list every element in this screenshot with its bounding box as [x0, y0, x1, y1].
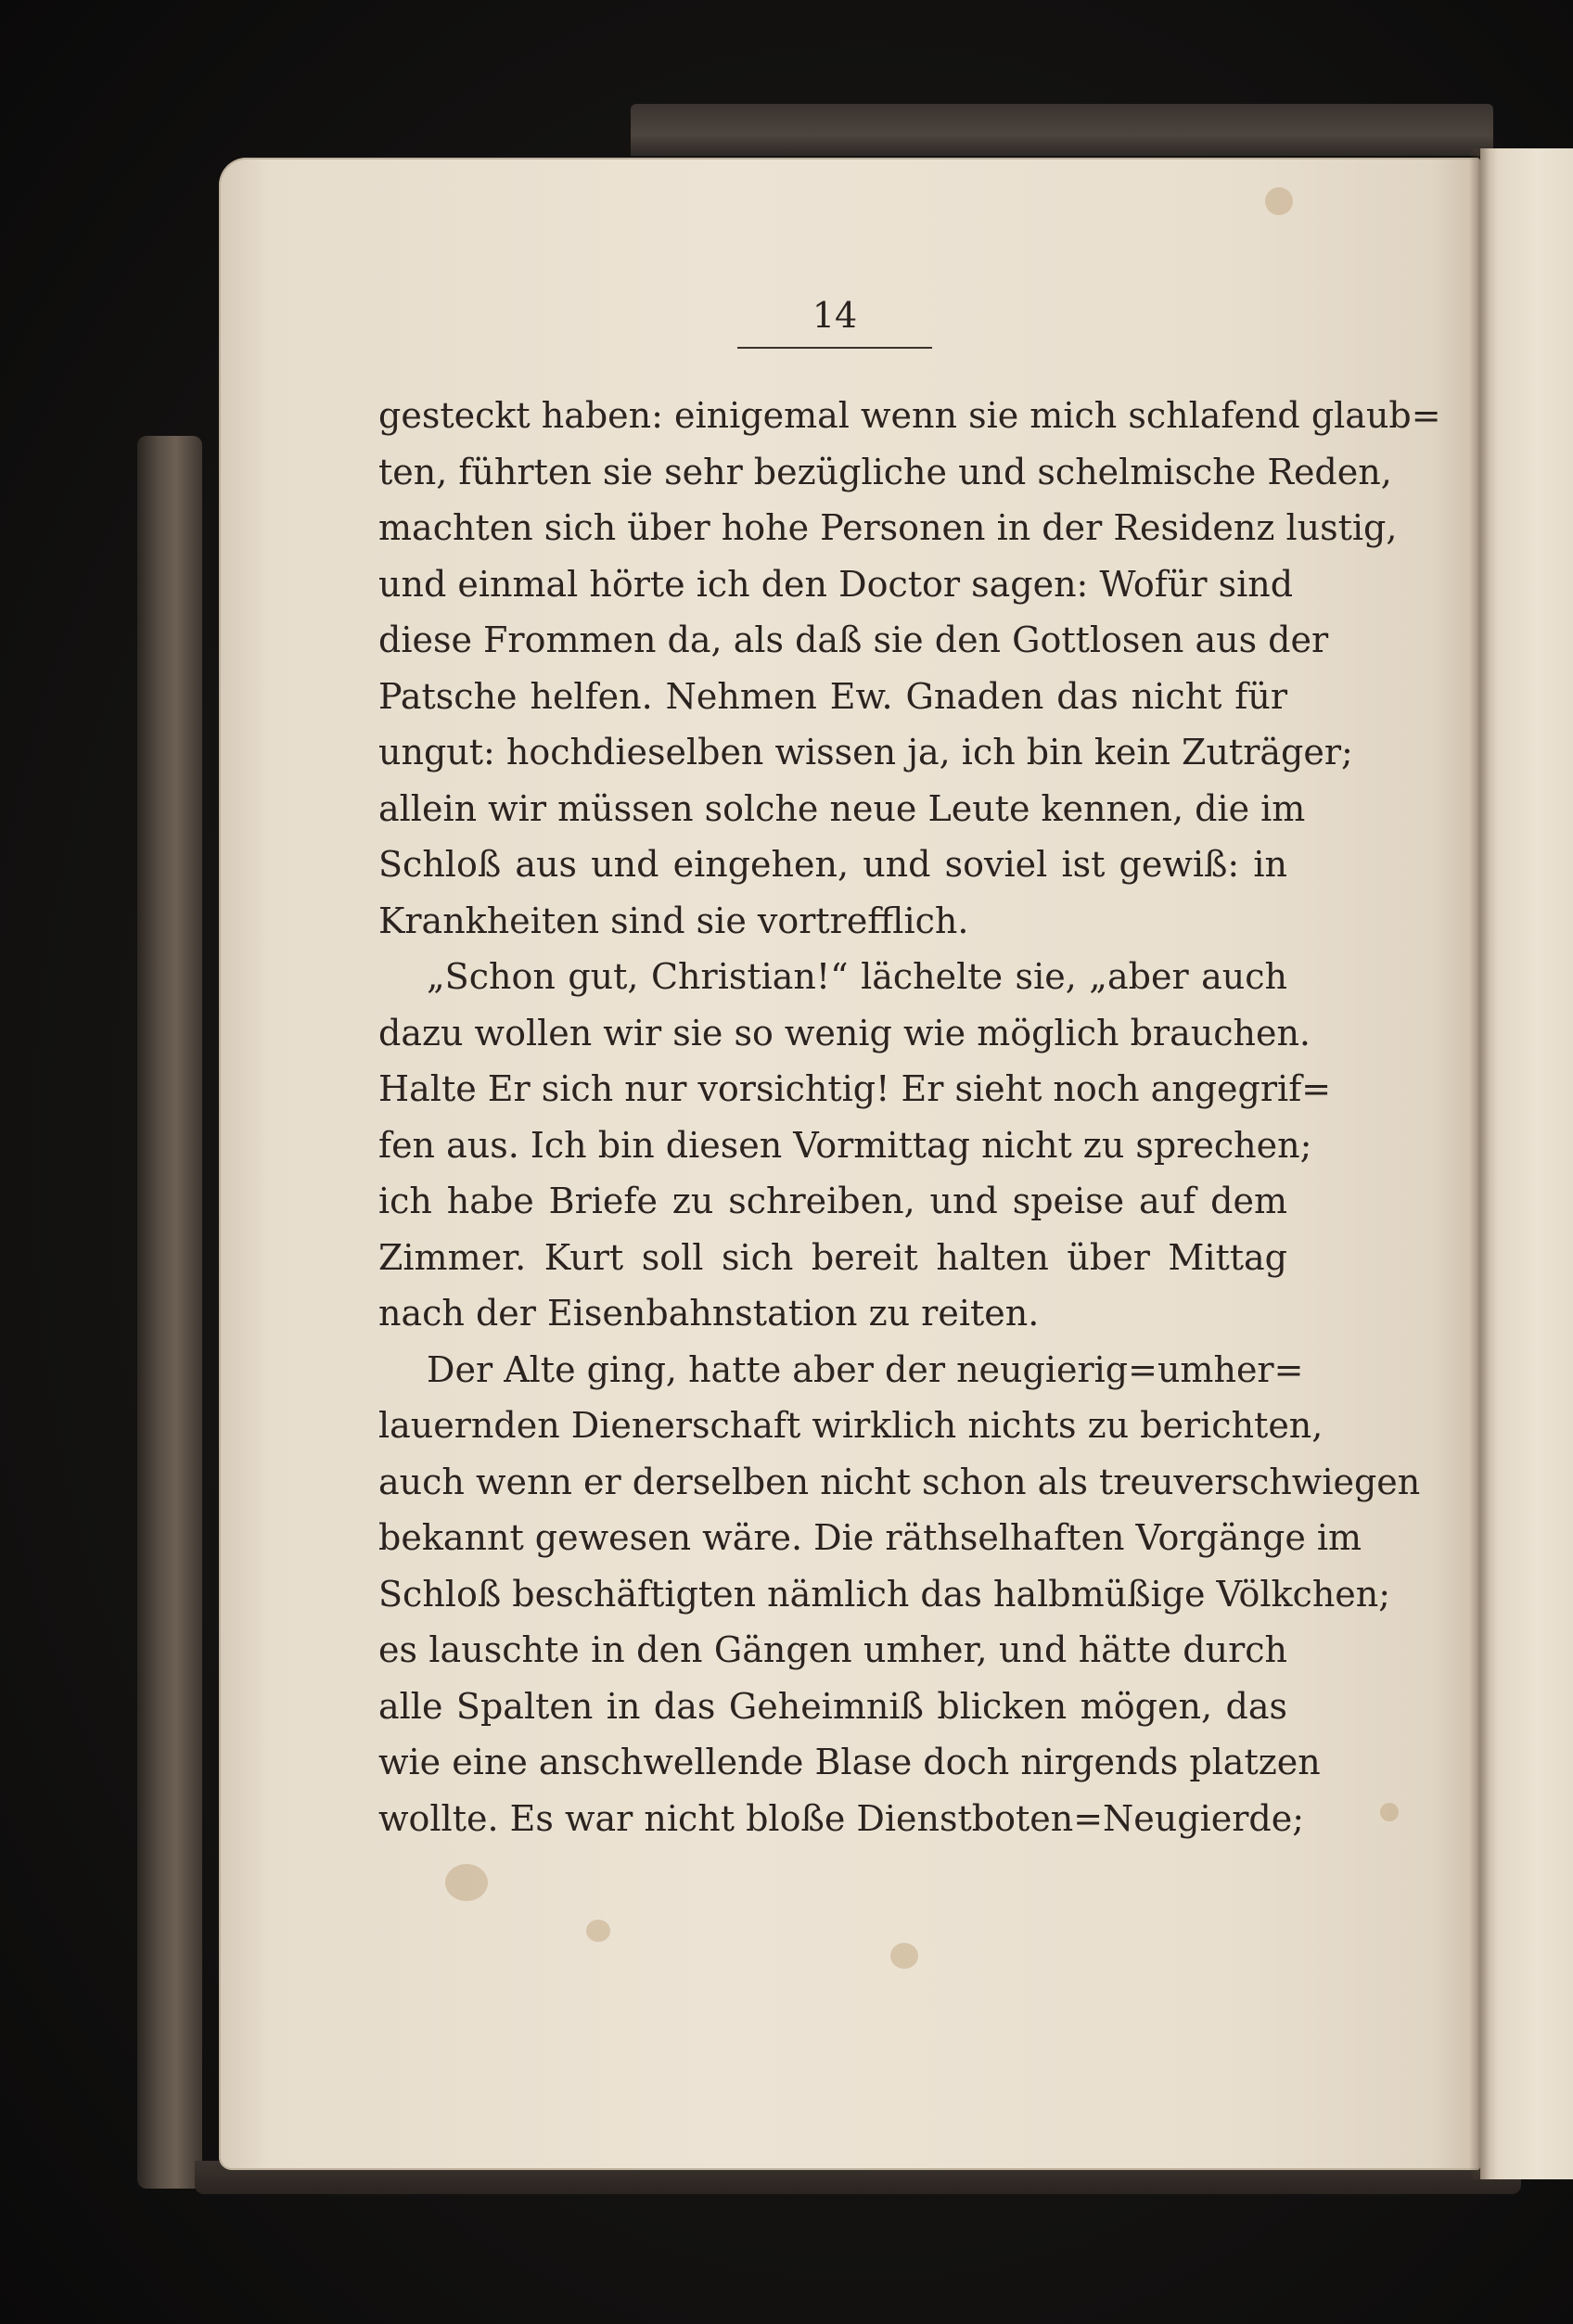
text-line: und einmal hörte ich den Doctor sagen: Wofür sind [378, 563, 1294, 605]
text-line: wollte. Es war nicht bloße Dienstboten=Neugierde; [378, 1797, 1305, 1839]
text-line: Schloß beschäftigten nämlich das halbmüßige Völkchen; [378, 1573, 1391, 1615]
text-line: wie eine anschwellende Blase doch nirgends platzen [378, 1742, 1321, 1782]
page-stain [445, 1864, 488, 1901]
text-line: fen aus. Ich bin diesen Vormittag nicht zu sprechen; [378, 1124, 1312, 1166]
page-stain [586, 1920, 610, 1942]
text-line: allein wir müssen solche neue Leute kennen, die im [378, 787, 1306, 829]
text-line: Krankheiten sind sie vortrefflich. [378, 900, 969, 941]
page-stain [1265, 187, 1293, 215]
text-line: auch wenn er derselben nicht schon als treuverschwiegen [378, 1461, 1421, 1502]
text-line: lauernden Dienerschaft wirklich nichts zu berichten, [378, 1405, 1324, 1446]
text-line: dazu wollen wir sie so wenig wie möglich brauchen. [378, 1012, 1311, 1053]
page-stain [1380, 1803, 1399, 1821]
page-gutter [1469, 148, 1490, 2179]
text-line: ich habe Briefe zu schreiben, und speise auf dem [378, 1181, 1287, 1221]
book-cover-top-edge [631, 104, 1493, 156]
text-line: „Schon gut, Christian!“ lächelte sie, „aber auch [427, 956, 1287, 997]
text-line: nach der Eisenbahnstation zu reiten. [378, 1293, 1040, 1334]
page-number-rule [737, 347, 932, 349]
text-line: Halte Er sich nur vorsichtig! Er sieht noch angegrif= [378, 1068, 1332, 1109]
facing-page-edge [1480, 148, 1573, 2179]
text-line: gesteckt haben: einigemal wenn sie mich schlafend glaub= [378, 395, 1441, 436]
text-line: ten, führten sie sehr bezügliche und schelmische Reden, [378, 451, 1392, 492]
page-number: 14 [812, 295, 858, 336]
text-line: Patsche helfen. Nehmen Ew. Gnaden das nicht für [378, 675, 1287, 717]
text-line: Schloß aus und eingehen, und soviel ist gewiß: in [378, 844, 1287, 885]
text-line: diese Frommen da, als daß sie den Gottlosen aus der [378, 619, 1329, 660]
body-text [378, 388, 1441, 1846]
book-cover-left-edge [137, 436, 202, 2189]
text-line: alle Spalten in das Geheimniß blicken mögen, das [378, 1685, 1287, 1727]
text-line: es lauschte in den Gängen umher, und hätte durch [378, 1629, 1287, 1670]
page-stain [890, 1943, 918, 1969]
text-line: bekannt gewesen wäre. Die räthselhaften Vorgänge im [378, 1517, 1362, 1558]
text-line: Der Alte ging, hatte aber der neugierig=umher= [427, 1348, 1304, 1390]
text-line: machten sich über hohe Personen in der Residenz lustig, [378, 507, 1398, 548]
text-line: ungut: hochdieselben wissen ja, ich bin kein Zuträger; [378, 732, 1353, 773]
text-line: Zimmer. Kurt soll sich bereit halten über Mittag [378, 1236, 1287, 1278]
